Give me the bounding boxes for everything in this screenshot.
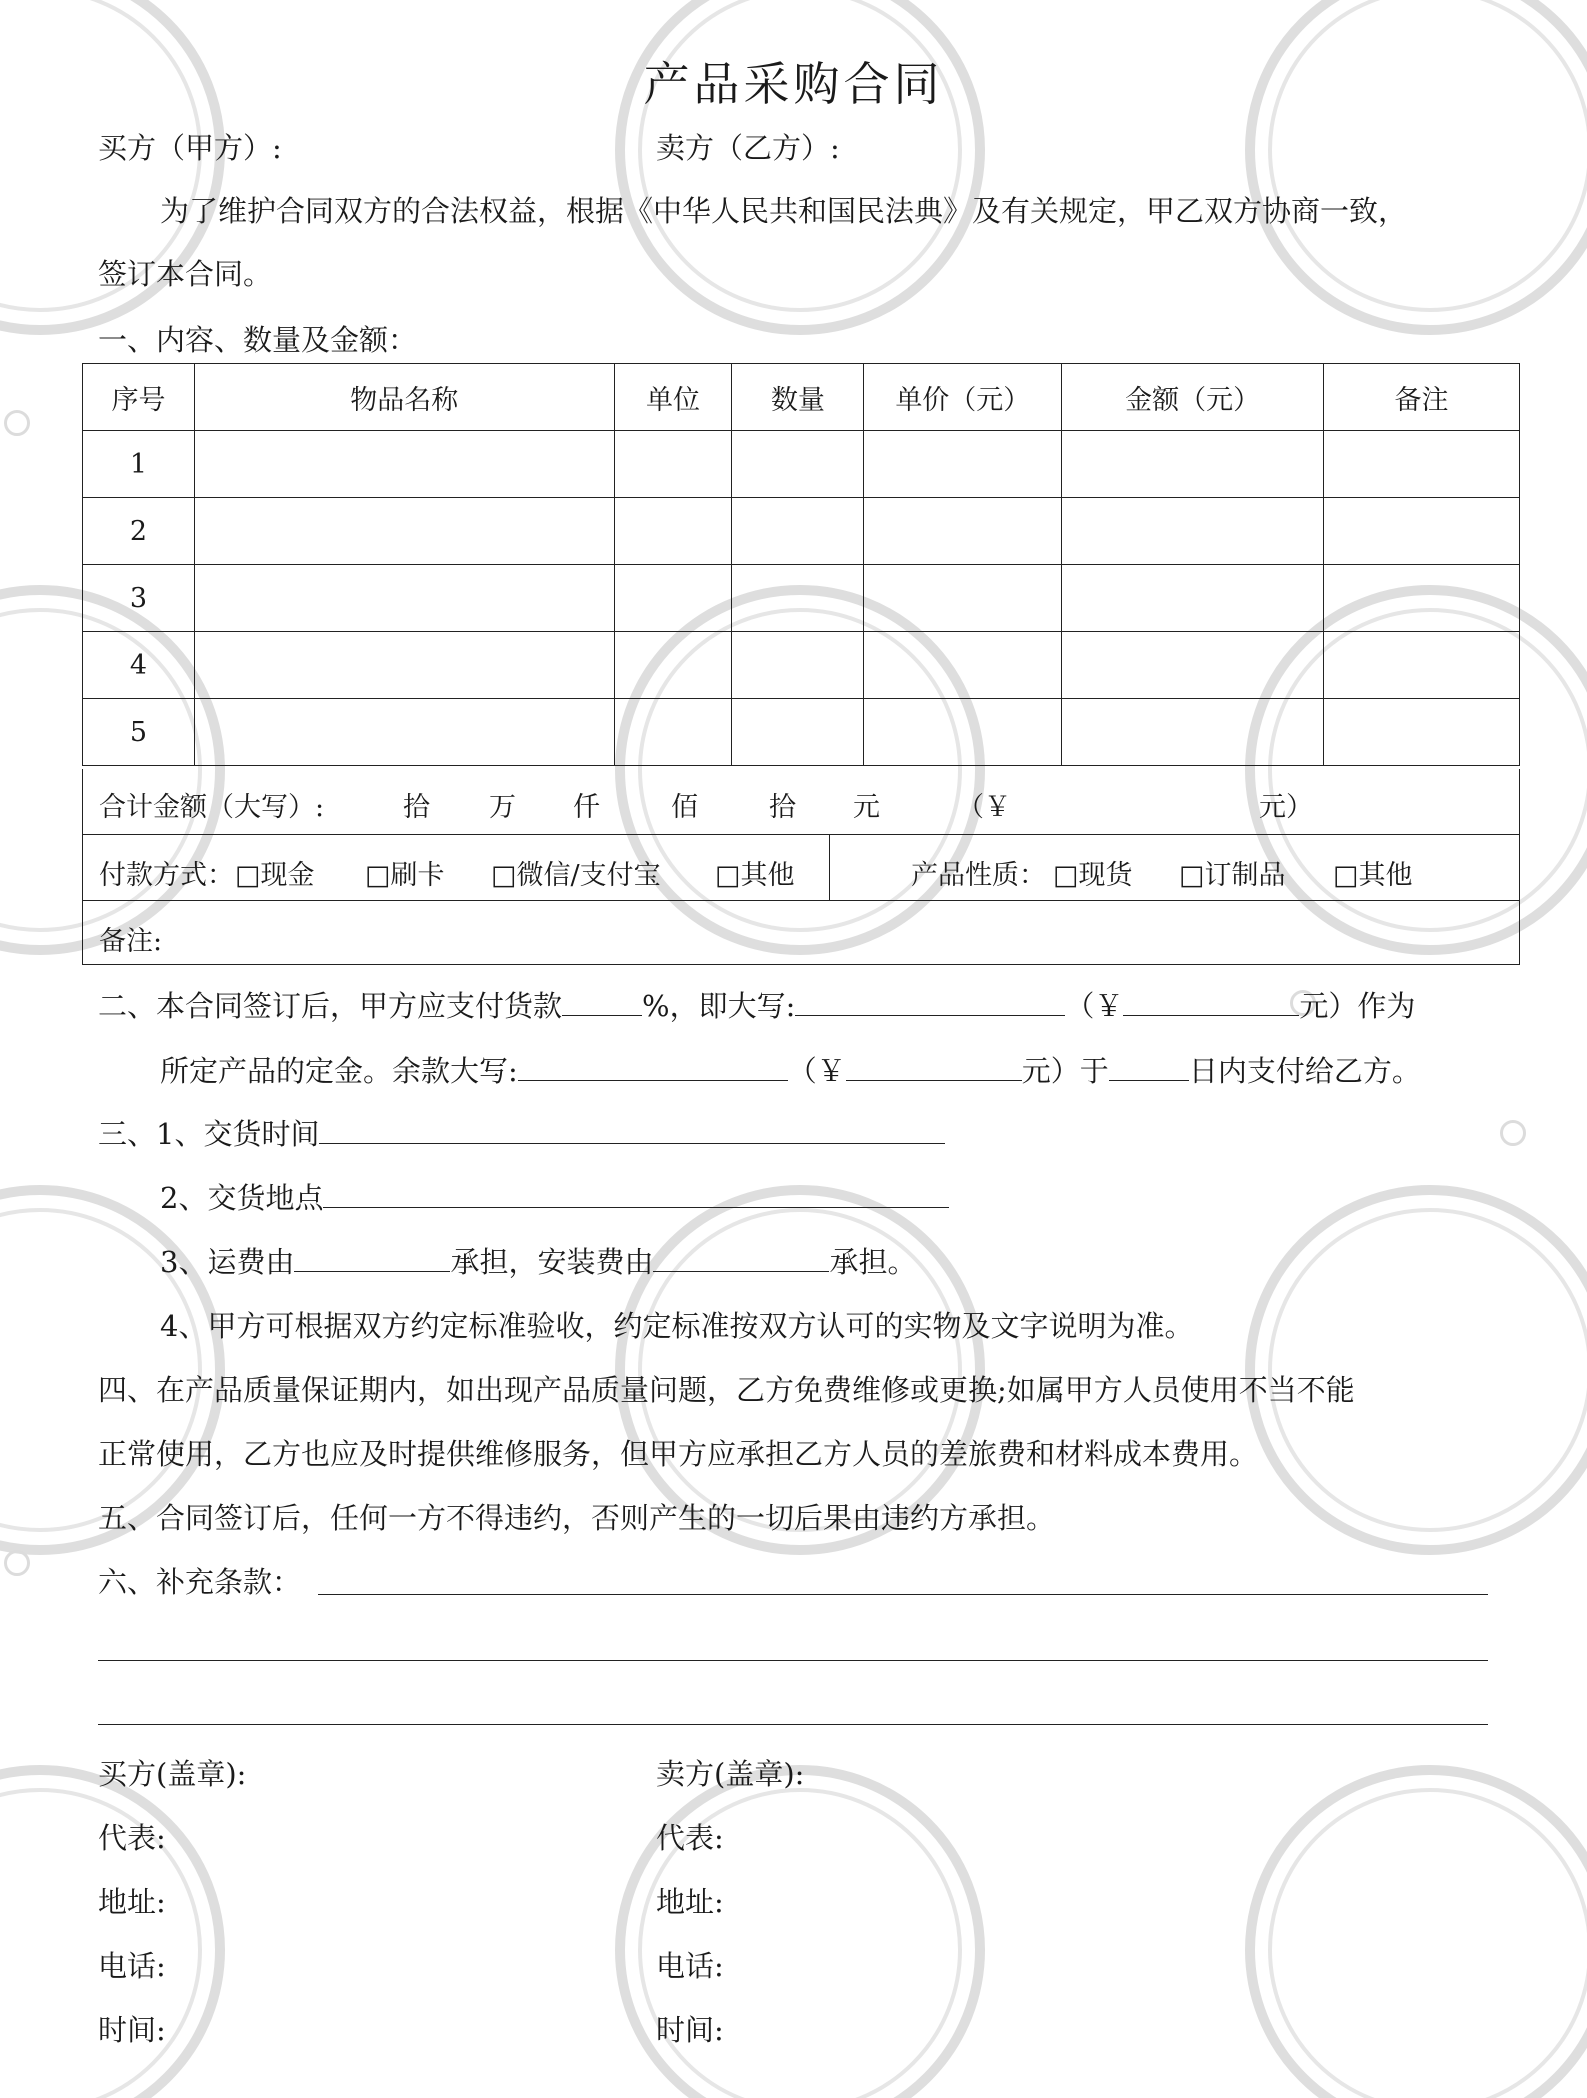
unit-yuan: 元 — [853, 792, 880, 823]
payment-option-cash[interactable]: □现金 — [235, 860, 315, 891]
total-amount-label: 合计金额（大写）: — [99, 792, 325, 823]
nature-option-spot[interactable]: □现货 — [1053, 860, 1133, 891]
cell-unit-price[interactable] — [864, 498, 1062, 565]
section-2-text: 所定产品的定金。余款大写: — [160, 1054, 518, 1088]
section-2-text: （￥ — [1065, 989, 1124, 1023]
cell-unit[interactable] — [614, 699, 732, 766]
cell-remarks[interactable] — [1324, 431, 1520, 498]
table-row — [83, 498, 1520, 565]
row-index: 2 — [83, 498, 195, 565]
buyer-address-label: 地址: — [98, 1885, 166, 1919]
unit-shi-2: 拾 — [769, 792, 796, 823]
cell-item-name[interactable] — [194, 632, 614, 699]
payment-nature-row — [82, 835, 1520, 901]
table-row — [83, 699, 1520, 766]
col-header-index: 序号 — [83, 364, 195, 431]
section-2-text: 元）作为 — [1299, 989, 1416, 1023]
payment-option-wechat-alipay[interactable]: □微信/支付宝 — [491, 860, 661, 891]
col-header-unit-price: 单价（元） — [864, 364, 1062, 431]
section-2-text: 日内支付给乙方。 — [1188, 1054, 1421, 1088]
cell-item-name[interactable] — [194, 699, 614, 766]
cell-quantity[interactable] — [732, 699, 864, 766]
col-header-remarks: 备注 — [1324, 364, 1520, 431]
table-row — [83, 565, 1520, 632]
deposit-percent-blank[interactable] — [562, 986, 642, 1016]
row-index: 4 — [83, 632, 195, 699]
col-header-item-name: 物品名称 — [194, 364, 614, 431]
section-2-text: 元）于 — [1021, 1054, 1109, 1088]
section-2-line-1 — [98, 986, 1415, 1026]
cell-amount[interactable] — [1062, 565, 1324, 632]
section-4-line-1: 四、在产品质量保证期内，如出现产品质量问题，乙方免费维修或更换;如属甲方人员使用不当不能 — [98, 1373, 1355, 1407]
cell-remarks[interactable] — [1324, 699, 1520, 766]
buyer-rep-label: 代表: — [98, 1821, 166, 1855]
table-row — [83, 632, 1520, 699]
payment-method-label: 付款方式： — [99, 860, 234, 891]
preamble-line-1: 为了维护合同双方的合法权益，根据《中华人民共和国民法典》及有关规定，甲乙双方协商一致， — [160, 194, 1408, 228]
cell-unit[interactable] — [614, 632, 732, 699]
delivery-time-label: 三、1、交货时间 — [98, 1117, 320, 1151]
seller-address-label: 地址: — [656, 1885, 724, 1919]
remarks-label: 备注: — [99, 926, 163, 957]
cell-quantity[interactable] — [732, 565, 864, 632]
unit-qian: 仟 — [573, 792, 600, 823]
seller-time-label: 时间: — [656, 2013, 724, 2047]
cell-remarks[interactable] — [1324, 632, 1520, 699]
cell-remarks[interactable] — [1324, 565, 1520, 632]
cell-item-name[interactable] — [194, 565, 614, 632]
section-3-item-3 — [160, 1242, 916, 1282]
cell-amount[interactable] — [1062, 632, 1324, 699]
install-suffix: 承担。 — [829, 1245, 917, 1279]
install-label: 承担，安装费由 — [450, 1245, 654, 1279]
seller-seal-label: 卖方(盖章): — [656, 1757, 805, 1791]
cell-quantity[interactable] — [732, 431, 864, 498]
supplementary-line-1[interactable] — [318, 1594, 1488, 1595]
cell-divider — [829, 835, 830, 901]
col-header-quantity: 数量 — [732, 364, 864, 431]
cell-item-name[interactable] — [194, 498, 614, 565]
section-2-text: （￥ — [787, 1054, 846, 1088]
balance-days-blank[interactable] — [1109, 1051, 1189, 1081]
balance-words-blank[interactable] — [518, 1051, 788, 1081]
section-5-text: 五、合同签订后，任何一方不得违约，否则产生的一切后果由违约方承担。 — [98, 1501, 1056, 1535]
cell-quantity[interactable] — [732, 632, 864, 699]
cell-unit-price[interactable] — [864, 632, 1062, 699]
section-6-label: 六、补充条款： — [98, 1565, 302, 1599]
cell-quantity[interactable] — [732, 498, 864, 565]
buyer-time-label: 时间: — [98, 2013, 166, 2047]
delivery-place-label: 2、交货地点 — [160, 1181, 324, 1215]
install-party-blank[interactable] — [653, 1242, 829, 1272]
buyer-phone-label: 电话: — [98, 1949, 166, 1983]
freight-party-blank[interactable] — [294, 1242, 450, 1272]
cell-unit[interactable] — [614, 565, 732, 632]
cell-unit-price[interactable] — [864, 565, 1062, 632]
row-index: 5 — [83, 699, 195, 766]
cell-unit-price[interactable] — [864, 431, 1062, 498]
items-table — [82, 363, 1520, 766]
cell-amount[interactable] — [1062, 431, 1324, 498]
cell-unit-price[interactable] — [864, 699, 1062, 766]
cell-remarks[interactable] — [1324, 498, 1520, 565]
total-amount-row — [82, 769, 1520, 835]
supplementary-line-3[interactable] — [98, 1724, 1488, 1725]
cell-amount[interactable] — [1062, 498, 1324, 565]
freight-label: 3、运费由 — [160, 1245, 295, 1279]
section-3-item-1 — [98, 1114, 945, 1154]
section-4-line-2: 正常使用，乙方也应及时提供维修服务，但甲方应承担乙方人员的差旅费和材料成本费用。 — [98, 1437, 1259, 1471]
section-2-text: %，即大写: — [642, 989, 796, 1023]
product-nature-label: 产品性质： — [911, 860, 1046, 891]
table-header-row — [83, 364, 1520, 431]
preamble-line-2: 签订本合同。 — [98, 257, 273, 291]
unit-bai: 佰 — [671, 792, 698, 823]
delivery-place-blank[interactable] — [323, 1178, 949, 1208]
cell-unit[interactable] — [614, 431, 732, 498]
unit-wan: 万 — [489, 792, 516, 823]
deposit-words-blank[interactable] — [795, 986, 1065, 1016]
remarks-row — [82, 901, 1520, 965]
cell-amount[interactable] — [1062, 699, 1324, 766]
seller-phone-label: 电话: — [656, 1949, 724, 1983]
unit-shi: 拾 — [403, 792, 430, 823]
buyer-party-label: 买方（甲方）: — [98, 131, 282, 165]
section-3-item-4: 4、甲方可根据双方约定标准验收，约定标准按双方认可的实物及文字说明为准。 — [160, 1309, 1194, 1343]
cell-item-name[interactable] — [194, 431, 614, 498]
payment-option-card[interactable]: □刷卡 — [365, 860, 445, 891]
section-2-line-2 — [160, 1051, 1421, 1091]
seller-rep-label: 代表: — [656, 1821, 724, 1855]
section-3-item-2 — [160, 1178, 949, 1218]
total-amount-numeric-close: 元） — [1259, 792, 1313, 823]
page-title: 产品采购合同 — [643, 57, 944, 111]
seller-party-label: 卖方（乙方）: — [656, 131, 840, 165]
delivery-time-blank[interactable] — [319, 1114, 945, 1144]
section-2-text: 二、本合同签订后，甲方应支付货款 — [98, 989, 563, 1023]
total-amount-numeric-open: （￥ — [957, 792, 1011, 823]
nature-option-custom[interactable]: □订制品 — [1179, 860, 1286, 891]
balance-numeric-blank[interactable] — [846, 1051, 1022, 1081]
supplementary-line-2[interactable] — [98, 1660, 1488, 1661]
nature-option-other[interactable]: □其他 — [1333, 860, 1413, 891]
row-index: 3 — [83, 565, 195, 632]
col-header-amount: 金额（元） — [1062, 364, 1324, 431]
table-row — [83, 431, 1520, 498]
buyer-seal-label: 买方(盖章): — [98, 1757, 247, 1791]
section-1-heading: 一、内容、数量及金额： — [98, 323, 418, 357]
payment-option-other[interactable]: □其他 — [715, 860, 795, 891]
row-index: 1 — [83, 431, 195, 498]
deposit-numeric-blank[interactable] — [1123, 986, 1299, 1016]
col-header-unit: 单位 — [614, 364, 732, 431]
cell-unit[interactable] — [614, 498, 732, 565]
